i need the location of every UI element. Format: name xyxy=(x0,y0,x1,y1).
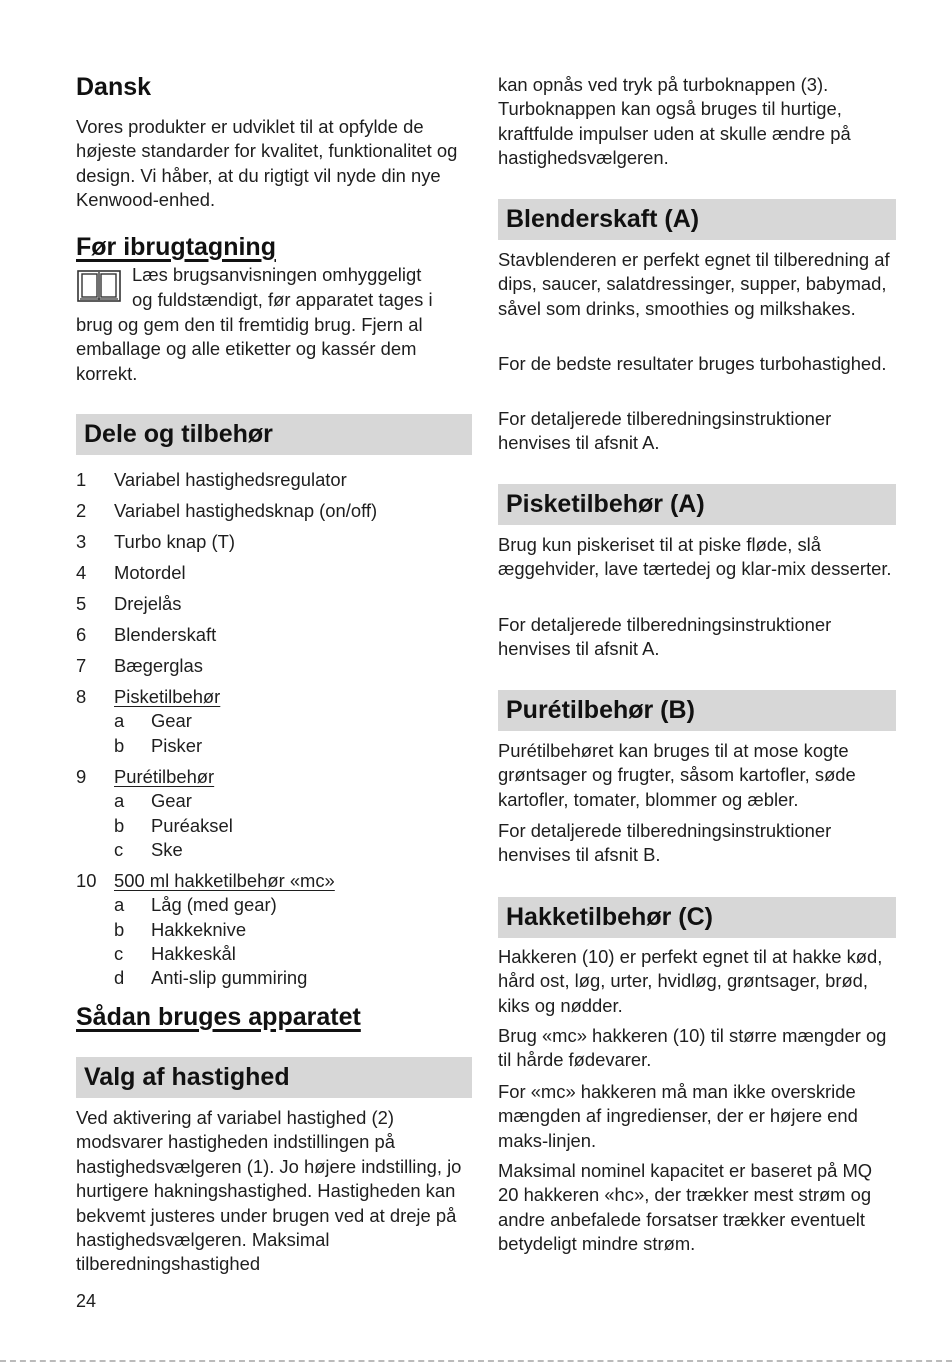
how-to-use-heading: Sådan bruges apparatet xyxy=(76,1003,361,1031)
whisk-heading: Pisketilbehør (A) xyxy=(498,484,896,525)
book-icon xyxy=(76,268,122,304)
blender-text-1: Stavblenderen er perfekt egnet til tilberedning af dips, saucer, salatdressinger, supper, babymad, såvel som drinks, smoothies og milkshakes. xyxy=(498,249,890,319)
chopper-text-3: For «mc» hakkeren må man ikke overskride mængden af ingredienser, der er højere end maks-linjen. xyxy=(498,1081,858,1151)
puree-heading: Purétilbehør (B) xyxy=(498,690,896,731)
blender-text-2: For de bedste resultater bruges turbohastighed. xyxy=(498,353,887,374)
whisk-text-2: For detaljerede tilberedningsinstruktioner henvises til afsnit A. xyxy=(498,614,832,660)
puree-text-1: Purétilbehøret kan bruges til at mose kogte grøntsager og frugter, såsom kartofler, søde kartofler, tomater, blommer og æbler. xyxy=(498,740,856,810)
blender-text-3: For detaljerede tilberedningsinstruktioner henvises til afsnit A. xyxy=(498,408,832,454)
chopper-text-1: Hakkeren (10) er perfekt egnet til at hakke kød, hård ost, løg, urter, hvidløg, grøntsager, brød, kiks og nødder. xyxy=(498,946,883,1016)
before-use-line1: Læs brugsanvisningen omhyggeligt xyxy=(132,264,422,285)
speed-text-continued: kan opnås ved tryk på turboknappen (3). Turboknappen kan også bruges til hurtige, kraftfulde impulser uden at skulle ændre på hastighedsvælgeren. xyxy=(498,74,851,169)
before-use-text: brug og gem den til fremtidig brug. Fjern al emballage og alle etiketter og kassér dem korrekt. xyxy=(76,314,423,384)
intro-text: Vores produkter er udviklet til at opfylde de højeste standarder for kvalitet, funktionalitet og design. Vi håber, at du rigtigt vil nyde din nye Kenwood-enhed. xyxy=(76,116,458,211)
speed-heading: Valg af hastighed xyxy=(76,1057,472,1098)
speed-text: Ved aktivering af variabel hastighed (2) modsvarer hastigheden indstillingen på hastighedsvælgeren (1). Jo højere indstilling, jo hurtigere hakningshastighed. Hastigheden kan bekvemt justeres under brugen ved at dreje på hastighedsvælgeren. Maksimal tilberedningshastighed xyxy=(76,1107,462,1275)
language-title: Dansk xyxy=(76,73,152,101)
chopper-text-2: Brug «mc» hakkeren (10) til større mængder og til hårde fødevarer. xyxy=(498,1025,887,1071)
page-number: 24 xyxy=(76,1291,97,1311)
chopper-heading: Hakketilbehør (C) xyxy=(498,897,896,938)
puree-text-2: For detaljerede tilberedningsinstruktioner henvises til afsnit B. xyxy=(498,820,832,866)
whisk-text-1: Brug kun piskeriset til at piske fløde, slå æggehvider, lave tærtedej og klar-mix desserter. xyxy=(498,534,892,580)
chopper-text-4: Maksimal nominel kapacitet er baseret på MQ 20 hakkeren «hc», der trækker mest strøm og andre anbefalede forsatser trækker eventuelt betydeligt mindre strøm. xyxy=(498,1160,873,1255)
before-use-heading: Før ibrugtagning xyxy=(76,233,276,261)
before-use-line2: og fuldstændigt, før apparatet tages i xyxy=(132,289,433,310)
blender-heading: Blenderskaft (A) xyxy=(498,199,896,240)
parts-heading: Dele og tilbehør xyxy=(76,414,472,455)
